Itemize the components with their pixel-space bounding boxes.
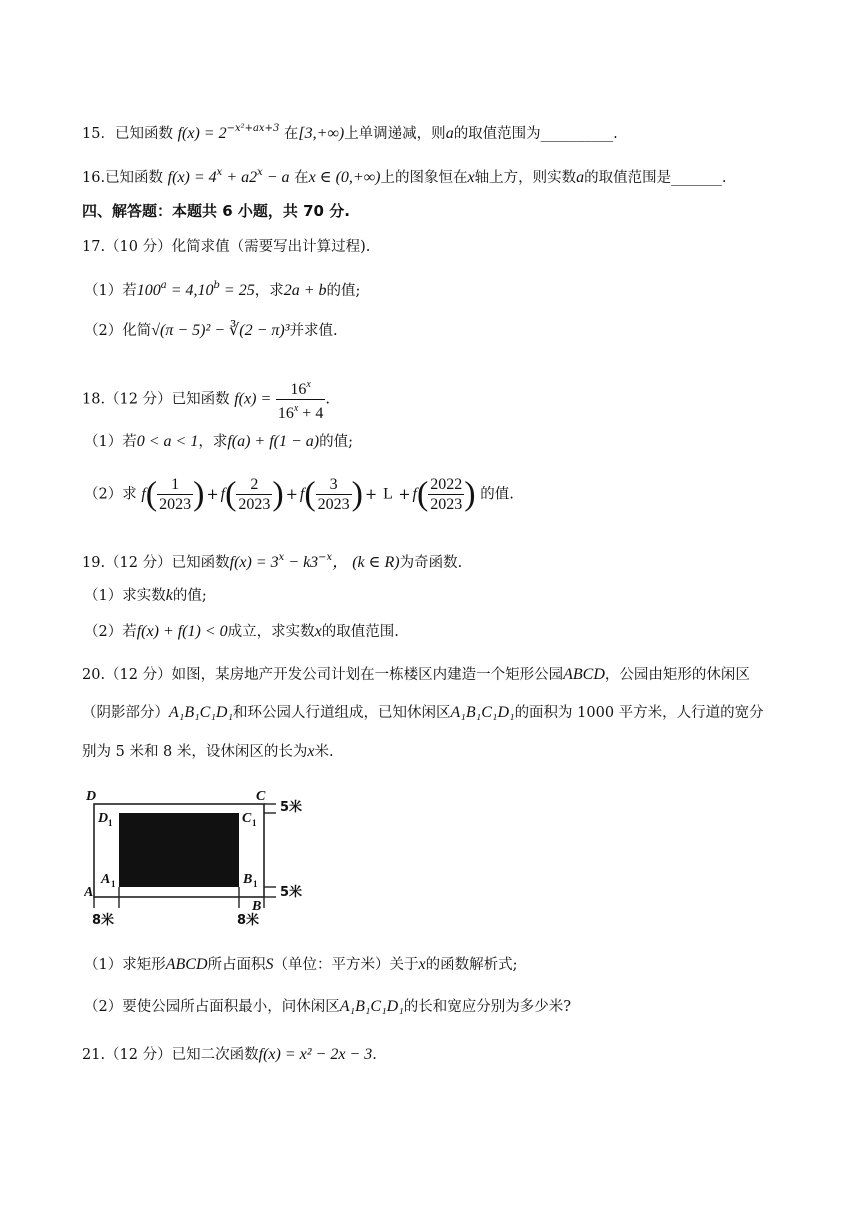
question-17-part-1 <box>84 275 360 302</box>
text: ，公园由矩形的休闲区 <box>604 667 750 683</box>
question-20-line-2 <box>82 702 764 724</box>
numerator: 16 <box>290 381 307 398</box>
text: 的取值范围是_______. <box>584 170 727 186</box>
numerator: 2 <box>236 475 272 495</box>
question-19-part-2 <box>84 621 399 643</box>
label-right-8m: 8米 <box>237 913 260 928</box>
text: 上单调递减，则 <box>344 126 446 142</box>
math: 2a + b <box>283 282 327 299</box>
exponent: x <box>216 167 223 178</box>
park-diagram <box>84 782 329 932</box>
variable: a <box>576 169 585 186</box>
exponent: x <box>293 403 299 414</box>
inner-rectangle-A1B1C1D1 <box>119 813 239 887</box>
variable: a <box>445 125 454 142</box>
text: 米. <box>314 744 334 760</box>
paren: ( <box>304 475 316 513</box>
math: 0 < a < 1 <box>136 433 199 450</box>
paren: ( <box>416 475 429 513</box>
function-expression: − a <box>262 169 290 186</box>
section-heading: 四、解答题：本题共 6 小题，共 70 分. <box>82 202 350 220</box>
function-expression: f(x) = 2 <box>177 125 227 142</box>
text: 18.（12 分）已知函数 <box>82 391 230 408</box>
math: f(x) = x² − 2x − 3 <box>258 1046 373 1063</box>
text: . <box>372 1047 377 1063</box>
fraction <box>316 475 352 514</box>
fraction <box>236 475 272 514</box>
label-A1: A <box>101 872 111 887</box>
fraction-term <box>141 475 204 514</box>
text: 所占面积 <box>207 957 266 973</box>
plus-sign: + <box>398 486 411 503</box>
text: 的值. <box>480 486 514 503</box>
math: = 4,10 <box>166 282 214 299</box>
question-15 <box>82 118 618 145</box>
plus-sign: + <box>285 486 298 503</box>
paren: ) <box>464 475 476 513</box>
denominator: 2023 <box>159 496 192 513</box>
question-18-heading <box>82 376 330 420</box>
math: = 25 <box>219 282 255 299</box>
text: ，求 <box>198 434 228 450</box>
text: 已知函数 <box>105 170 164 186</box>
denominator: + 4 <box>298 405 324 422</box>
text: 的值; <box>172 588 207 604</box>
text: 的长和宽应分别为多少米? <box>403 999 572 1015</box>
text: （2）求 <box>84 486 137 503</box>
math: √(π − 5)² − ∛(2 − π)³ <box>151 322 290 339</box>
text: （1）若 <box>84 434 137 450</box>
question-19-part-1 <box>84 585 207 607</box>
paren: ) <box>193 475 205 513</box>
exponent: −x²+ax+3 <box>226 123 280 134</box>
label-bottom-5m: 5米 <box>280 885 303 900</box>
label-A: A <box>84 885 94 900</box>
exponent: x <box>278 552 285 563</box>
question-18-part-1 <box>84 431 353 453</box>
text: 20.（12 分）如图，某房地产开发公司计划在一栋楼区内建造一个矩形公园 <box>82 667 564 683</box>
text: 为奇函数. <box>399 555 463 571</box>
math: f(a) + f(1 − a) <box>227 433 320 450</box>
label-C1-sub: 1 <box>252 818 257 828</box>
denominator: 2023 <box>317 496 350 513</box>
variable: x <box>418 956 426 973</box>
label-D1: D <box>98 811 109 826</box>
text: 的值; <box>319 434 354 450</box>
math: ， (k ∈ R) <box>332 554 400 571</box>
question-number: 15． <box>82 126 115 142</box>
text: 的取值范围. <box>321 624 399 640</box>
plus-sign: + <box>364 486 378 503</box>
question-18-part-2 <box>84 475 514 525</box>
question-number: 16. <box>82 170 106 186</box>
label-B1: B <box>243 872 253 887</box>
text: （2）要使公园所占面积最小，问休闲区 <box>84 999 340 1015</box>
text: ，求 <box>254 283 284 299</box>
variable: S <box>265 956 274 973</box>
exponent: b <box>213 280 220 291</box>
fraction-term <box>412 475 475 514</box>
paren: ( <box>145 475 158 513</box>
label-C: C <box>256 789 266 804</box>
variable: k <box>165 587 173 604</box>
text: 在 <box>283 126 299 142</box>
condition: x ∈ (0,+∞) <box>308 169 381 186</box>
question-17-heading: 17.（10 分）化简求值（需要写出计算过程). <box>82 239 371 255</box>
question-20-part-1 <box>84 954 518 976</box>
function-symbol: f <box>412 485 417 503</box>
numerator: 3 <box>316 475 352 495</box>
fraction-term <box>300 475 363 514</box>
math: ABCD <box>563 666 605 683</box>
question-20-line-1 <box>82 664 750 686</box>
text: 轴上方，则实数 <box>474 170 577 186</box>
label-C1: C <box>242 811 252 826</box>
paren: ) <box>351 475 363 513</box>
plus-sign: + <box>206 486 219 503</box>
variable: x <box>307 743 315 760</box>
math: f(x) + f(1) < 0 <box>136 623 228 640</box>
interval: [3,+∞) <box>298 125 345 142</box>
text: 的值; <box>326 283 361 299</box>
text: （1）求实数 <box>84 588 166 604</box>
math: A₁B₁C₁D₁ <box>339 998 404 1015</box>
exponent: −x <box>318 552 333 563</box>
numerator: 2022 <box>430 476 463 493</box>
text: 成立，求实数 <box>227 624 315 640</box>
ellipsis: L <box>379 485 397 503</box>
fraction-term <box>221 475 284 514</box>
denominator: 2023 <box>430 496 463 513</box>
question-20-line-3 <box>82 741 334 763</box>
text: 已知函数 <box>114 126 173 142</box>
math: 100 <box>136 282 161 299</box>
text: 上的图象恒在 <box>380 170 468 186</box>
text: （2）化简 <box>84 323 152 339</box>
exponent: x <box>306 379 311 390</box>
question-21-heading <box>82 1044 377 1066</box>
label-B1-sub: 1 <box>253 879 258 889</box>
sum-expression <box>141 475 475 514</box>
numerator: 1 <box>157 475 193 495</box>
text: （阴影部分） <box>82 705 169 721</box>
question-17-part-2 <box>84 320 338 342</box>
paren: ( <box>225 475 237 513</box>
fraction <box>428 475 464 514</box>
question-16 <box>82 162 726 189</box>
fraction <box>157 475 193 514</box>
denominator: 2023 <box>238 496 271 513</box>
variable: x <box>314 623 322 640</box>
label-B: B <box>252 899 262 914</box>
fraction <box>276 376 325 423</box>
text: 21.（12 分）已知二次函数 <box>82 1047 259 1063</box>
text: 在 <box>294 170 309 186</box>
function-symbol: f <box>141 485 146 503</box>
function-expression: f(x) = 4 <box>167 169 217 186</box>
variable: x <box>467 169 475 186</box>
text: 的函数解析式; <box>425 957 518 973</box>
math: ABCD <box>165 956 208 973</box>
text: （单位：平方米）关于 <box>273 957 419 973</box>
text: （1）求矩形 <box>84 957 166 973</box>
label-top-5m: 5米 <box>280 800 303 815</box>
text: 19.（12 分）已知函数 <box>82 555 230 571</box>
function-symbol: f <box>220 485 226 503</box>
math: − k3 <box>284 554 319 571</box>
label-D: D <box>86 789 97 804</box>
exponent: a <box>160 280 167 291</box>
math: f(x) = 3 <box>229 554 279 571</box>
function-symbol: f <box>299 485 305 503</box>
text: 的取值范围为__________. <box>453 126 618 142</box>
text: 的面积为 1000 平方米，人行道的宽分 <box>514 705 764 721</box>
text: （1）若 <box>84 283 137 299</box>
text: . <box>325 391 330 408</box>
math: A₁B₁C₁D₁ <box>169 704 234 721</box>
question-19-heading <box>82 547 462 574</box>
math: f(x) = <box>234 390 272 408</box>
text: （2）若 <box>84 624 137 640</box>
question-20-part-2 <box>84 996 571 1018</box>
text: 别为 5 米和 8 米，设休闲区的长为 <box>82 744 308 760</box>
label-D1-sub: 1 <box>108 818 113 828</box>
label-left-8m: 8米 <box>92 913 115 928</box>
exponent: x <box>257 167 263 178</box>
function-expression: + a2 <box>222 169 258 186</box>
math: A₁B₁C₁D₁ <box>450 704 515 721</box>
text: 和环公园人行道组成，已知休闲区 <box>233 705 451 721</box>
denominator: 16 <box>277 405 294 422</box>
text: 并求值. <box>289 323 338 339</box>
paren: ) <box>272 475 284 513</box>
label-A1-sub: 1 <box>111 879 116 889</box>
